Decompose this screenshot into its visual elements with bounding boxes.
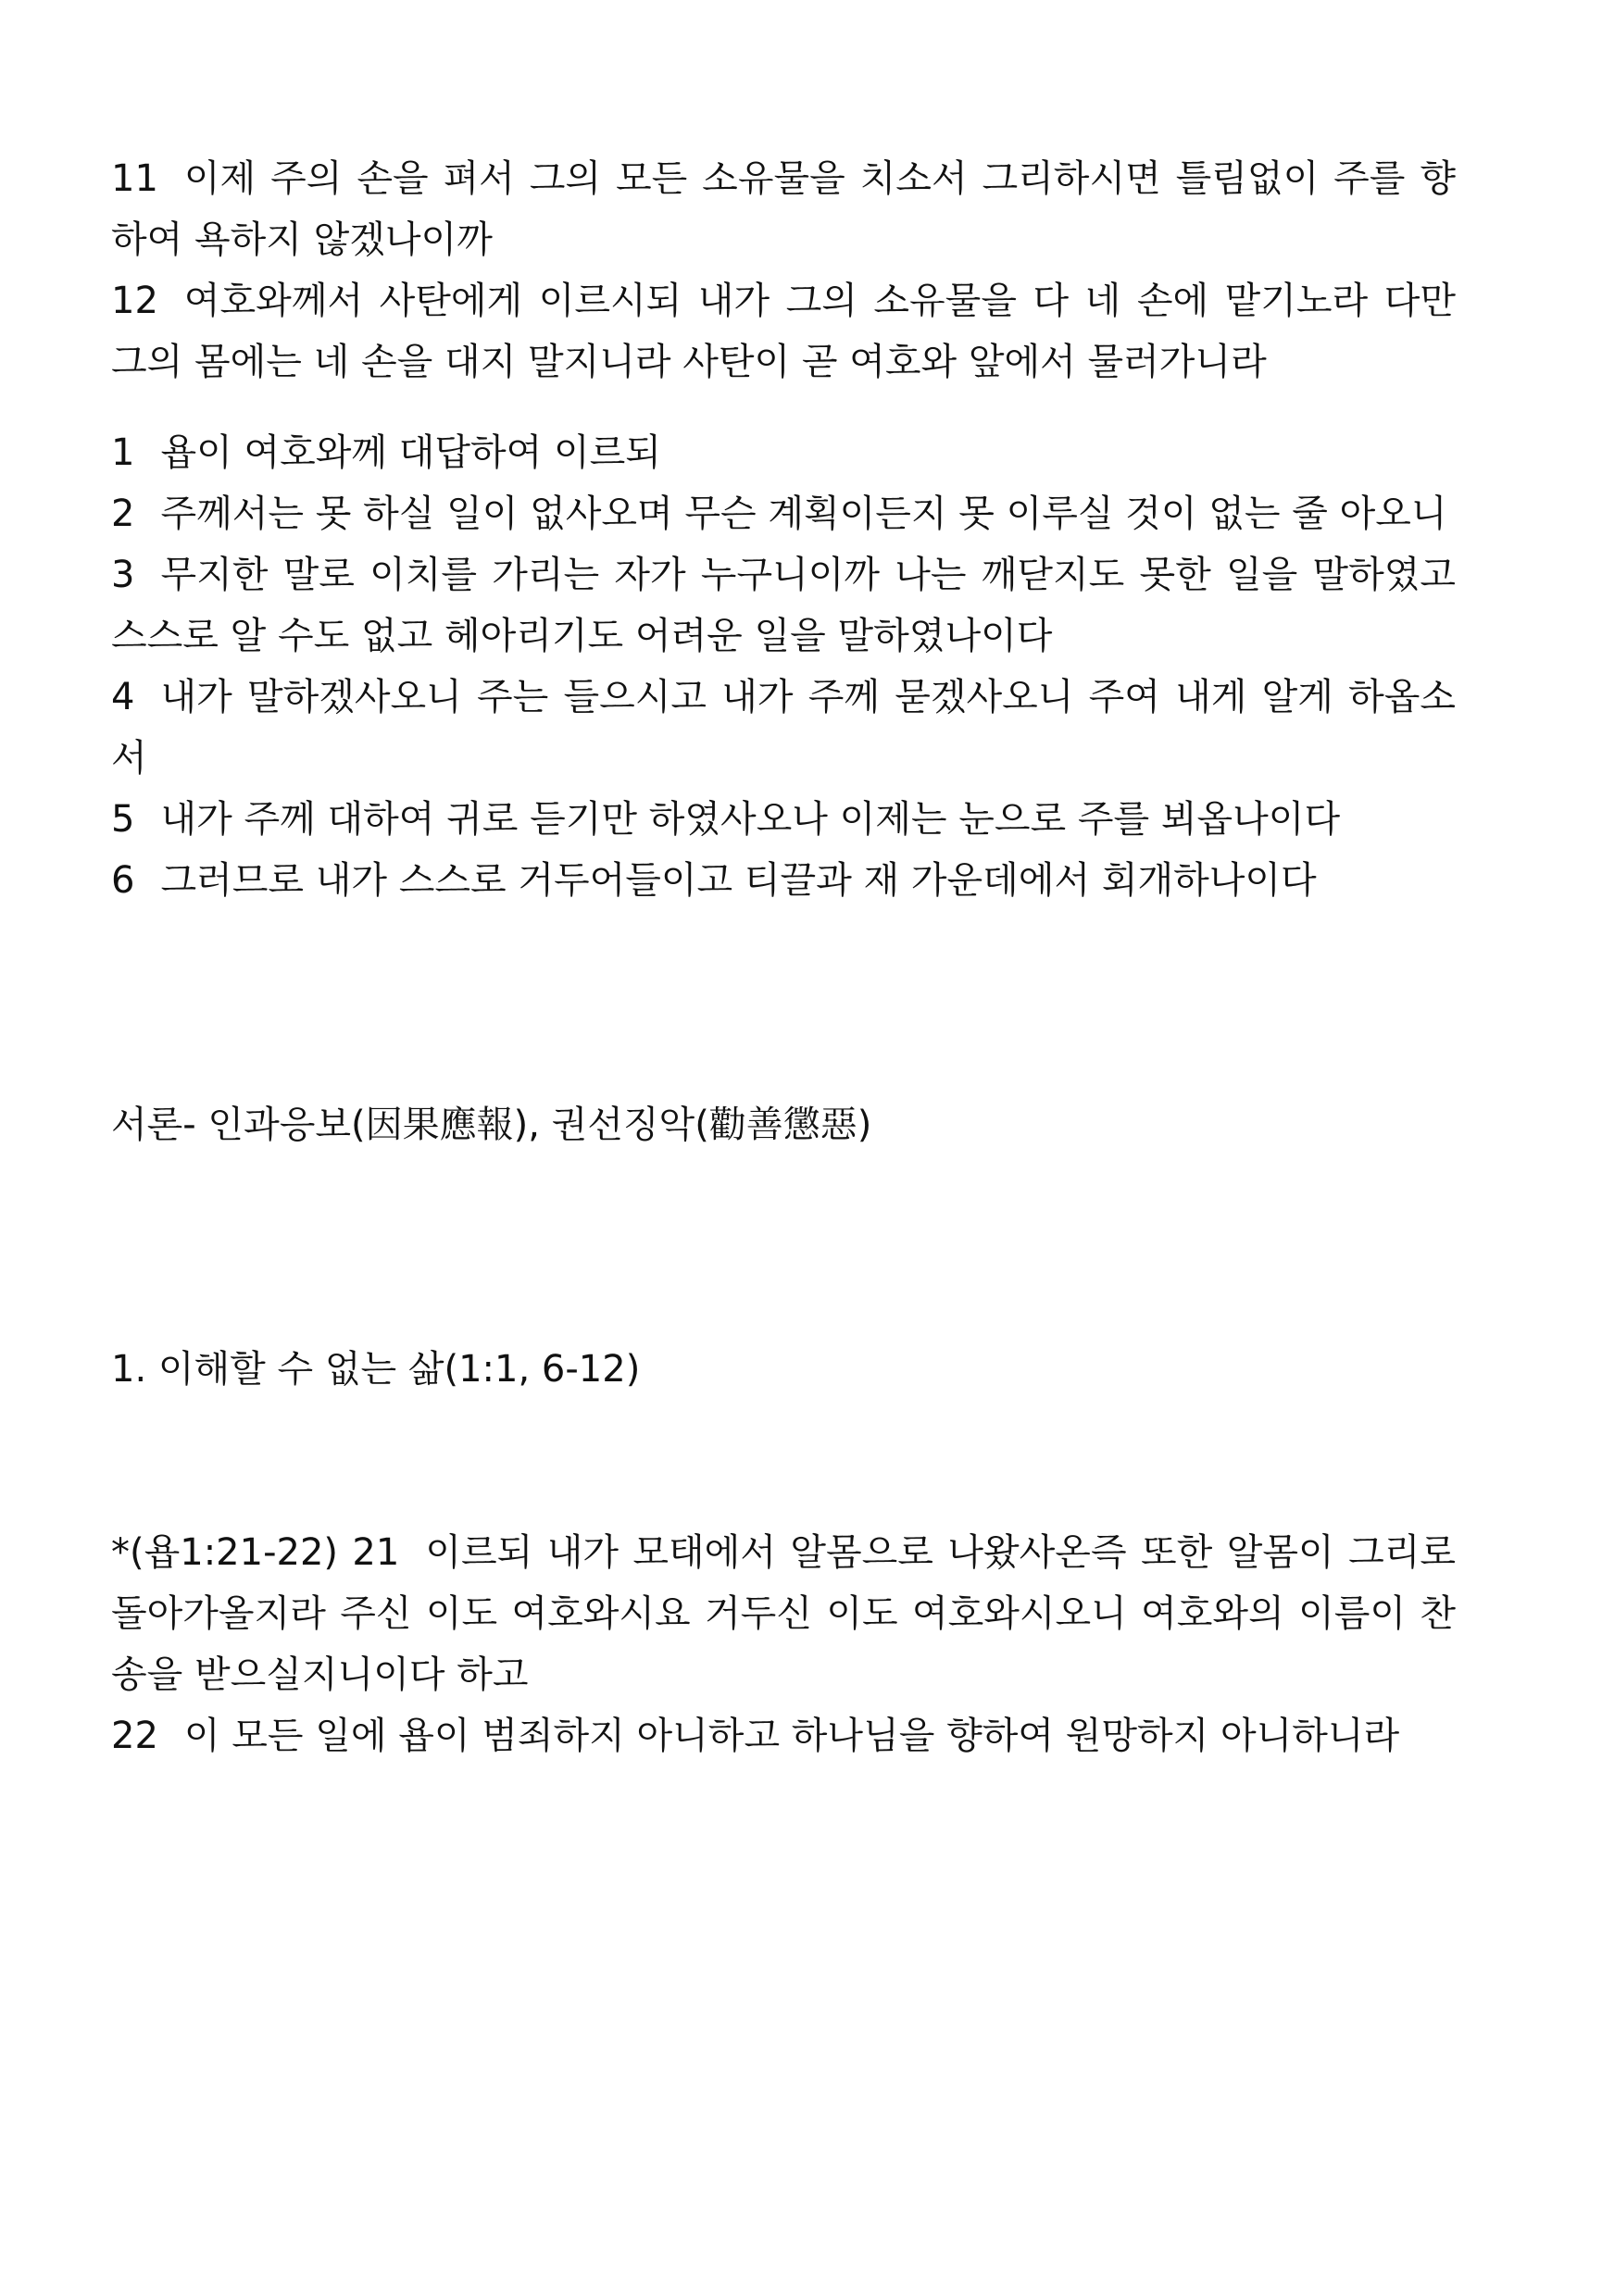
spacer xyxy=(111,1400,1456,1522)
verse-3 xyxy=(111,544,1456,667)
verse-2 xyxy=(111,483,1456,544)
verse-text: 그러므로 내가 스스로 거두어들이고 티끌과 재 가운데에서 회개하나이다 xyxy=(160,859,1317,902)
section-1-heading: 1. 이해할 수 없는 삶(1:1, 6-12) xyxy=(111,1348,641,1391)
verse-text: 무지한 말로 이치를 가리는 자가 누구니이까 나는 깨닫지도 못한 일을 말하였고 스스로 알 수도 없고 헤아리기도 어려운 일을 말하였나이다 xyxy=(111,554,1456,657)
verse-text: 내가 말하겠사오니 주는 들으시고 내가 주께 묻겠사오니 주여 내게 알게 하옵소서 xyxy=(111,676,1456,780)
document-page xyxy=(111,148,1456,1766)
verse-text: 이제 주의 손을 펴서 그의 모든 소유물을 치소서 그리하시면 틀림없이 주를 향하여 욕하지 않겠나이까 xyxy=(111,157,1456,261)
verse-number: 2 xyxy=(111,493,135,535)
verse-22 xyxy=(111,1705,1456,1766)
verse-number: 11 xyxy=(111,157,158,200)
verse-number: 5 xyxy=(111,798,135,841)
verse-number: 12 xyxy=(111,280,158,322)
spacer xyxy=(111,911,1456,1094)
verse-number: 4 xyxy=(111,676,135,718)
verse-number: 3 xyxy=(111,554,135,596)
spacer xyxy=(111,393,1456,422)
intro-heading: 서론- 인과응보(因果應報), 권선징악(勸善懲惡) xyxy=(111,1104,872,1146)
verse-6 xyxy=(111,850,1456,911)
verse-12 xyxy=(111,270,1456,393)
verse-text: 주께서는 못 하실 일이 없사오며 무슨 계획이든지 못 이루실 것이 없는 줄 아오니 xyxy=(160,493,1447,535)
verse-number: 6 xyxy=(111,859,135,902)
verse-text: 내가 주께 대하여 귀로 듣기만 하였사오나 이제는 눈으로 주를 뵈옵나이다 xyxy=(160,798,1341,841)
verse-5 xyxy=(111,789,1456,850)
verse-11 xyxy=(111,148,1456,270)
verse-21 xyxy=(111,1522,1456,1705)
verse-1 xyxy=(111,422,1456,483)
verse-text: 욥이 여호와께 대답하여 이르되 xyxy=(160,431,661,474)
verse-4 xyxy=(111,667,1456,789)
verse-text: 여호와께서 사탄에게 이르시되 내가 그의 소유물을 다 네 손에 맡기노라 다만 그의 몸에는 네 손을 대지 말지니라 사탄이 곧 여호와 앞에서 물러가니라 xyxy=(111,280,1456,383)
verse-text: 이 모든 일에 욥이 범죄하지 아니하고 하나님을 향하여 원망하지 아니하니라 xyxy=(183,1715,1400,1757)
verse-text: 이르되 내가 모태에서 알몸으로 나왔사온즉 또한 알몸이 그리로 돌아가올지라 주신 이도 여호와시요 거두신 이도 여호와시오니 여호와의 이름이 찬송을 받으실지니이다 하고 xyxy=(111,1531,1456,1696)
verse-number: 22 xyxy=(111,1715,158,1757)
verse-number: 1 xyxy=(111,431,135,474)
spacer xyxy=(111,1155,1456,1339)
verse-reference: *(욥1:21-22) 21 xyxy=(111,1531,400,1574)
